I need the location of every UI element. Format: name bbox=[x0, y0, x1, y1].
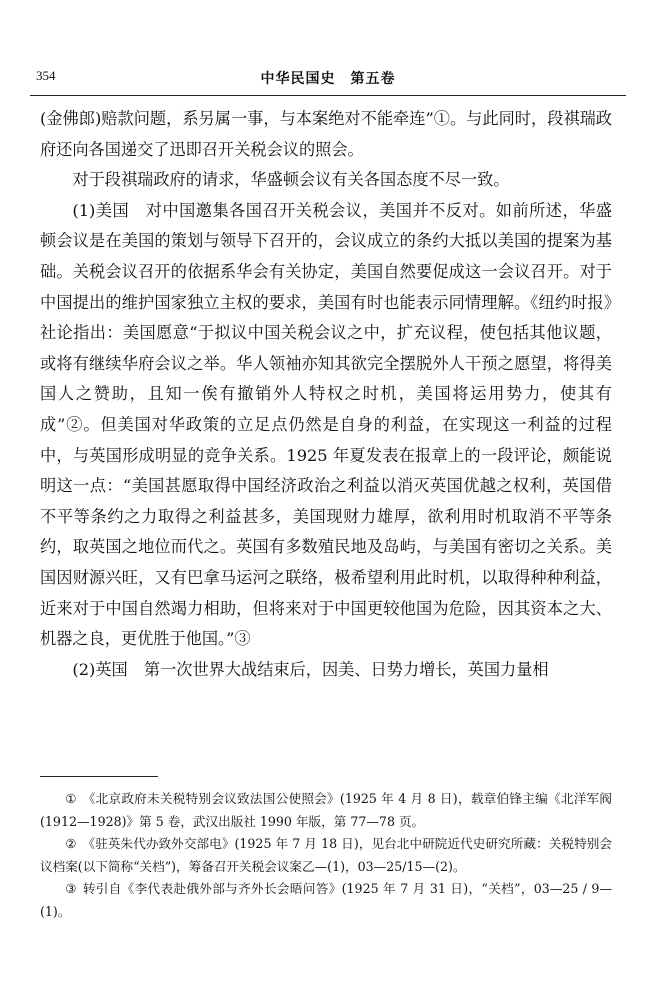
paragraph-britain: (2)英国 第一次世界大战结束后，因美、日势力增长，英国力量相 bbox=[72, 659, 549, 679]
footnote-mark: ① bbox=[65, 791, 77, 806]
footnote-text: 《北京政府未关税特别会议致法国公使照会》(1925 年 4 月 8 日)，载章伯锋主编《北洋军阀(1912—1928)》第 5 卷，武汉出版社 1990 年版，第 77—78 页。 bbox=[40, 791, 612, 829]
running-title: 中华民国史 第五卷 bbox=[260, 71, 396, 87]
footnote-text: 《驻英朱代办致外交部电》(1925 年 7 月 18 日)，见台北中研院近代史研究所藏：关税特别会议档案(以下简称“关档”)，筹备召开关税会议案乙—(1)，03—25/15—(2)。 bbox=[40, 836, 612, 874]
paragraph-continued: (金佛郎)赔款问题，系另属一事，与本案绝对不能牵连”①。与此同时，段祺瑞政府还向各国递交了迅即召开关税会议的照会。 bbox=[40, 109, 612, 159]
footnotes bbox=[40, 788, 612, 924]
body-text bbox=[40, 104, 612, 685]
footnote-mark: ② bbox=[65, 836, 77, 852]
page-header bbox=[30, 68, 626, 92]
footnote bbox=[40, 878, 612, 923]
page-number: 354 bbox=[36, 68, 56, 83]
footnote-text: 转引自《李代表赴俄外部与齐外长会晤问答》(1925 年 7 月 31 日)，“关档”，03—25 / 9—(1)。 bbox=[40, 881, 612, 919]
footnote bbox=[40, 833, 612, 878]
paragraph: 对于段祺瑞政府的请求，华盛顿会议有关各国态度不尽一致。 bbox=[72, 170, 510, 190]
paragraph-usa: (1)美国 对中国邀集各国召开关税会议，美国并不反对。如前所述，华盛顿会议是在美国的策划与领导下召开的，会议成立的条约大抵以美国的提案为基础。关税会议召开的依据系华会有关协定，美国自然要促成这一会议召开。对于中国提出的维护国家独立主权的要求，美国有时也能表示同情理解。《纽约时报》社论指出：美国愿意“于拟议中国关税会议之中，扩充议程，使包括其他议题，或将有继续华府会议之举。华人领袖亦知其欲完全摆脱外人干预之愿望，将得美国人之赞助，且知一俟有撤销外人特权之时机，美国将运用势力，使其有成”②。但美国对华政策的立足点仍然是自身的利益，在实现这一利益的过程中，与英国形成明显的竞争关系。1925 年夏发表在报章上的一段评论，颇能说明这一点：“美国甚愿取得中国经济政治之利益以消灭英国优越之权利，英国借不平等条约之力取得之利益甚多，美国现财力雄厚，欲利用时机取消不平等条约，取英国之地位而代之。英国有多数殖民地及岛屿，与美国有密切之关系。美国因财源兴旺，又有巴拿马运河之联络，极希望利用此时机，以取得种种利益，近来对于中国自然竭力相助，但将来对于中国更较他国为危险，因其资本之大、机器之良，更优胜于他国。”③ bbox=[40, 200, 612, 649]
footnote bbox=[40, 788, 612, 833]
header-rule bbox=[30, 95, 626, 96]
footnote-mark: ③ bbox=[65, 881, 77, 897]
footnote-rule bbox=[40, 776, 158, 777]
